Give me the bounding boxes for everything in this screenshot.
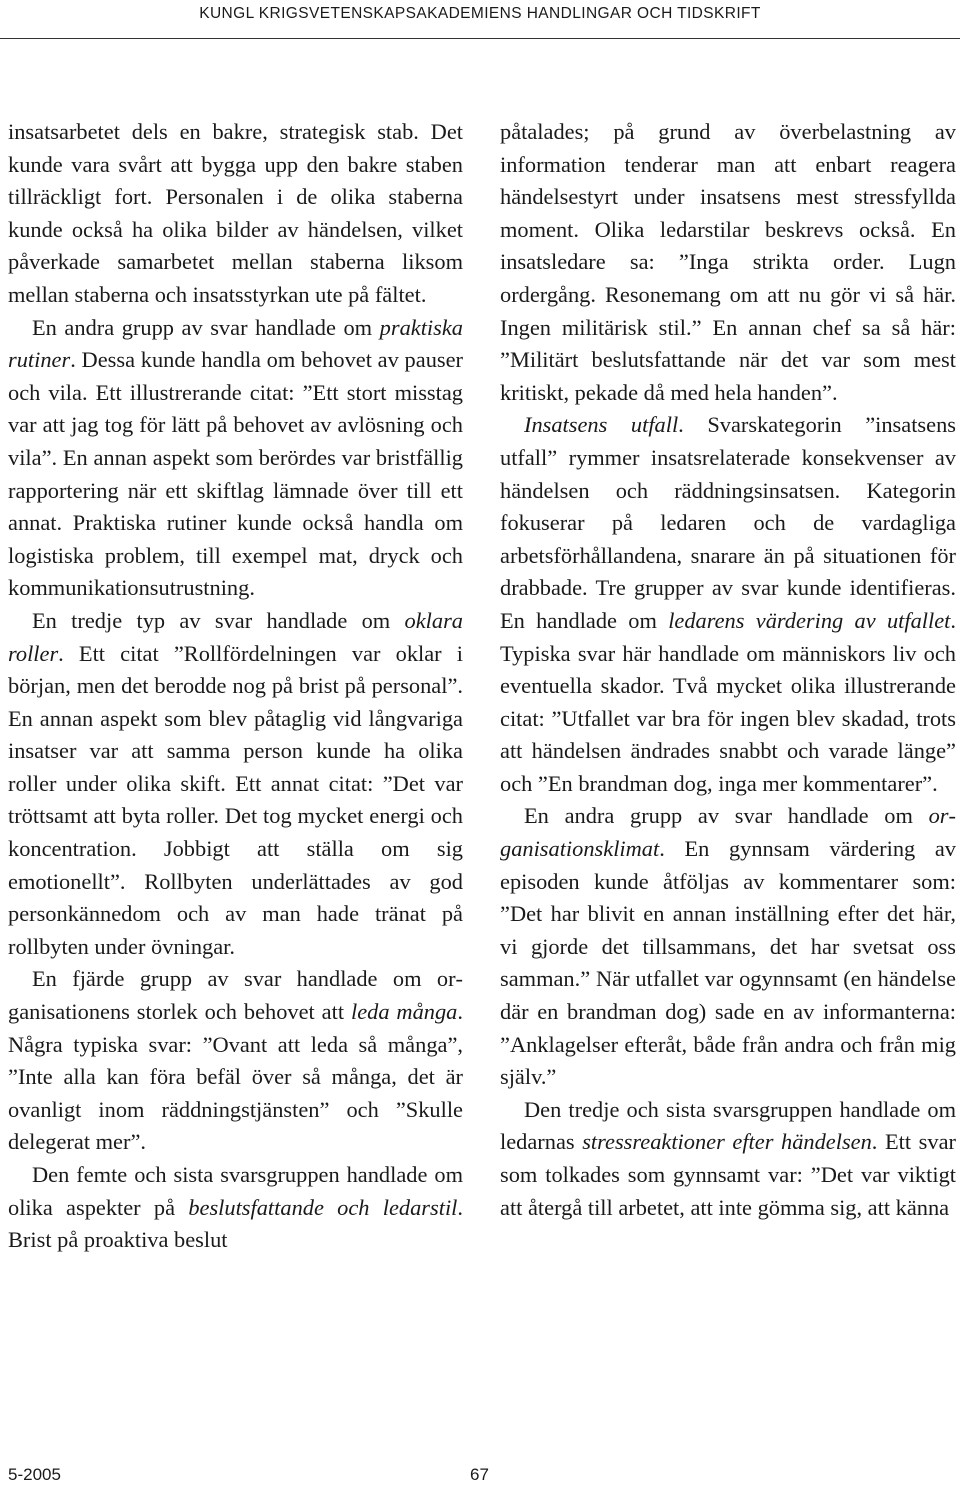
paragraph-decision-making: Den femte och sista svarsgruppen handlade om olika aspekter på beslutsfattande och ledarstil. Brist på proaktiva beslut <box>8 1162 464 1253</box>
page-number: 67 <box>470 1465 489 1484</box>
term-beslutsfattande: beslutsfattande och ledarstil <box>188 1194 458 1220</box>
term-stressreaktioner: stressreaktioner efter händelsen <box>582 1129 872 1155</box>
running-header: KUNGL KRIGSVETENSKAPSAKADEMIENS HANDLINGAR OCH TIDSKRIFT <box>199 5 761 22</box>
term-leda-manga: leda många <box>350 999 458 1025</box>
left-column <box>8 116 463 1257</box>
paragraph-unclear-roles: En tredje typ av svar handlade om oklara roller. Ett citat ”Rollfördelningen var oklar i början, men det berodde nog på brist på personal”. En annan aspekt som blev påtaglig vid långvariga insatser var att samma person kunde ha olika roller under olika skift. Ett annat citat: ”Det var tröttsamt att byta roller. Det tog mycket energi och koncentration. Jobbigt att ställa om sig emotionellt”. Rollbyten underlättades av god personkännedom och av man hade tränat på rollbyten under övningar. <box>8 607 463 959</box>
term-oklara-roller: oklara roller <box>8 607 463 666</box>
header-rule <box>0 38 960 39</box>
paragraph-stress-reactions: Den tredje och sista svarsgruppen handlade om ledarnas stressreaktioner efter händelsen. Ett svar som tolkades som gynnsamt var: ”Det var viktigt att återgå till arbetet, att inte gömma sig, att känna <box>500 1096 956 1220</box>
term-insatsens-utfall: Insatsens utfall <box>524 412 679 438</box>
paragraph-staff-cooperation: insatsarbetet dels en bakre, strategisk stab. Det kunde vara svårt att bygga upp den bakre staben tillräckligt fort. Personalen i de olika staberna kunde också ha olika bilder av händelsen, vilket påverkade samarbetet mellan staberna liksom mellan staberna och insatsstyrkan ute på fältet. <box>8 119 463 307</box>
paragraph-lead-many: En fjärde grupp av svar handlade om organisationens storlek och behovet att leda många. Några typiska svar: ”Ovant att leda så många”, ”Inte alla kan föra befäl över så många, det är ovanligt inom räddningstjänsten” och ”Skulle delegerat mer”. <box>8 966 463 1155</box>
paragraph-leadership-styles: påtalades; på grund av överbelastning av information tenderar man att enbart reagera händelsestyrt under insatsens mest stressfyllda moment. Olika ledarstilar beskrevs också. En insatsledare sa: ”Inga strikta order. Lugn ordergång. Resonemang om att nu gör vi så här. Ingen militärisk stil.” En annan chef sa så här: ”Militärt beslutsfattande när det var som mest kritiskt, pekade då med hela handen”. <box>500 119 956 405</box>
term-organisationsklimat: organisationsklimat <box>500 803 956 862</box>
issue-label: 5-2005 <box>8 1465 61 1484</box>
paragraph-practical-routines: En andra grupp av svar handlade om praktiska rutiner. Dessa kunde handla om behovet av pauser och vila. Ett illustrerande citat: ”Ett stort misstag var att jag tog för lätt på behovet av avlösning och vila”. En annan aspekt som berördes var bristfällig rapportering när ett skiftlag lämnade över till ett annat. Praktiska rutiner kunde också handla om logistiska problem, till exempel mat, dryck och kommunikationsutrustning. <box>8 314 463 601</box>
term-ledarens-vardering: ledarens värdering av utfallet <box>668 607 951 633</box>
paragraph-outcome: Insatsens utfall. Svarskategorin ”insatsens utfall” rymmer insatsrelaterade konsekvenser av händelsen och räddningsinsatsen. Kategorin fokuserar på ledaren och de vardagliga arbetsförhållandena, snarare än på situationen för drabbade. Tre grupper av svar kunde identifieras. En handlade om ledarens värdering av utfallet. Typiska svar här handlade om människors liv och eventuella skador. Två mycket olika illustrerande citat: ”Utfallet var bra för ingen blev skadad, trots att händelsen ändrades snabbt och varade länge” och ”En brandman dog, inga mer kommentarer”. <box>500 412 956 796</box>
paragraph-organisation-climate: En andra grupp av svar handlade om organisationsklimat. En gynnsam värdering av episoden kunde åtföljas av kommentarer som: ”Det har blivit en annan inställning efter det här, vi gjorde det tillsammans, det har svetsat oss samman.” När utfallet var ogynnsamt (en händelse där en brandman dog) sade en av informanterna: ”Anklagelser efteråt, både från andra och från mig själv.” <box>500 803 956 1090</box>
right-column <box>500 116 956 1224</box>
term-praktiska-rutiner: praktiska rutiner <box>8 314 463 373</box>
